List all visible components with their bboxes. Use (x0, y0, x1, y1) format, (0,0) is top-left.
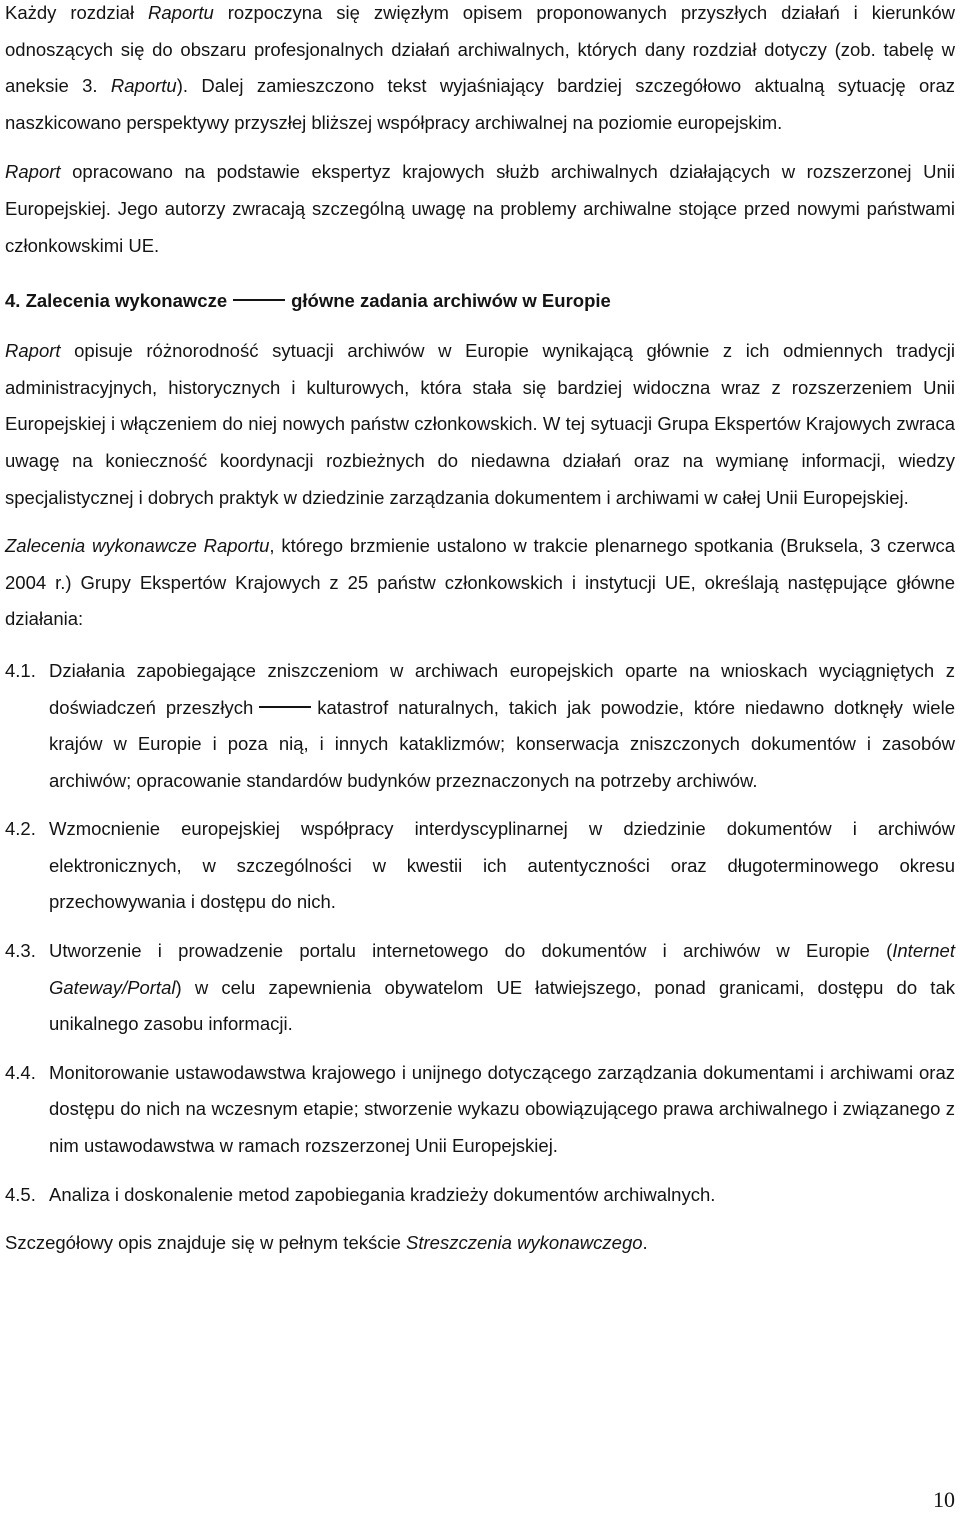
text: opracowano na podstawie ekspertyz krajowych służb archiwalnych działających w rozszerzonej Unii Europejskiej. Jego autorzy zwracają szczególną uwagę na problemy archiwalne stojące przed nowymi państwami członkowskimi UE. (5, 161, 955, 256)
paragraph-report-basis (5, 154, 955, 264)
list-item-text (49, 653, 955, 799)
list-item-text (49, 811, 955, 921)
list-item (5, 1055, 955, 1165)
text: Analiza i doskonalenie metod zapobiegania kradzieży dokumentów archiwalnych. (49, 1183, 716, 1205)
emphasis: Zalecenia wykonawcze Raportu (5, 535, 270, 557)
paragraph-chapter-intro (5, 0, 955, 141)
emphasis: Raportu (148, 2, 214, 23)
text: Utworzenie i prowadzenie portalu internetowego do dokumentów i archiwów w Europie ( (49, 940, 893, 962)
text: Działania zapobiegające zniszczeniom w archiwach europejskich oparte na wnioskach wyciągniętych z doświadczeń przeszłych (49, 659, 955, 718)
heading-part: główne zadania archiwów w Europie (291, 290, 611, 312)
list-item (5, 1177, 955, 1214)
list-item-text (49, 933, 955, 1043)
list-item (5, 933, 955, 1043)
page-number: 10 (933, 1487, 955, 1512)
list-item (5, 653, 955, 799)
emphasis: Internet Gateway/Portal (49, 940, 955, 998)
em-dash (233, 299, 285, 301)
list-item-number: 4.1. (5, 659, 36, 681)
text: ). Dalej zamieszczono tekst wyjaśniający bardziej szczegółowo aktualną sytuację oraz naszkicowano perspektywy przyszłej bliższej współpracy archiwalnej na poziomie europejskim. (5, 75, 955, 133)
em-dash (259, 706, 311, 708)
section-heading (5, 283, 955, 319)
list-item-text (49, 1177, 955, 1214)
heading-part: 4. Zalecenia wykonawcze (5, 290, 228, 312)
list-item-number: 4.5. (5, 1183, 36, 1205)
emphasis: Raport (5, 340, 61, 362)
emphasis: Raport (5, 161, 61, 183)
text: Wzmocnienie europejskiej współpracy interdyscyplinarnej w dziedzinie dokumentów i archiwów elektronicznych, w szczególności w kwestii ich autentyczności oraz długoterminowego okresu przechowywania i dostępu do nich. (49, 818, 955, 913)
text: katastrof naturalnych, takich jak powodzie, które niedawno dotknęły wiele krajów w Europie i poza nią, i innych kataklizmów; konserwacja zniszczonych dokumentów i zasobów archiwów; opracowanie standardów budynków przeznaczonych na potrzeby archiwów. (49, 696, 955, 791)
paragraph-closing (5, 1225, 955, 1262)
text: opisuje różnorodność sytuacji archiwów w Europie wynikającą głównie z ich odmiennych tradycji administracyjnych, historycznych i kulturowych, która stała się bardziej widoczna wraz z rozszerzeniem Unii Europejskiej i włączeniem do niej nowych państw członkowskich. W tej sytuacji Grupa Ekspertów Krajowych zwraca uwagę na konieczność koordynacji rozbieżnych do niedawna działań oraz na wymianę informacji, wiedzy specjalistycznej i dobrych praktyk w dziedzinie zarządzania dokumentem i archiwami w całej Unii Europejskiej. (5, 340, 955, 508)
list-item-text (49, 1055, 955, 1165)
paragraph-diversity (5, 333, 955, 516)
list-item-number: 4.4. (5, 1061, 36, 1083)
text: Szczegółowy opis znajduje się w pełnym tekście (5, 1232, 407, 1254)
emphasis: Raportu (110, 75, 177, 97)
text: rozpoczyna się zwięzłym opisem proponowanych przyszłych działań i kierunków odnoszących się do obszaru profesjonalnych działań archiwalnych, których dany rozdział dotyczy (zob. tabelę w aneksie 3. (5, 2, 955, 97)
text: . (642, 1232, 648, 1254)
list-item (5, 811, 955, 921)
emphasis: Streszczenia wykonawczego (406, 1232, 643, 1254)
text: Monitorowanie ustawodawstwa krajowego i unijnego dotyczącego zarządzania dokumentami i archiwami oraz dostępu do nich na wczesnym etapie; stworzenie wykazu obowiązującego prawa archiwalnego i związanego z nim ustawodawstwa w ramach rozszerzonej Unii Europejskiej. (49, 1061, 955, 1157)
text: , którego brzmienie ustalono w trakcie plenarnego spotkania (Bruksela, 3 czerwca 2004 r.) Grupy Ekspertów Krajowych z 25 państw członkowskich i instytucji UE, określają następujące główne działania: (5, 535, 955, 630)
list-item-number: 4.2. (5, 818, 36, 840)
document-page (5, 0, 955, 1262)
text: Każdy rozdział (5, 2, 148, 23)
paragraph-recommendations-intro (5, 528, 955, 638)
list-item-number: 4.3. (5, 940, 36, 962)
text: ) w celu zapewnienia obywatelom UE łatwiejszego, ponad granicami, dostępu do tak unikalnego zasobu informacji. (49, 976, 955, 1035)
